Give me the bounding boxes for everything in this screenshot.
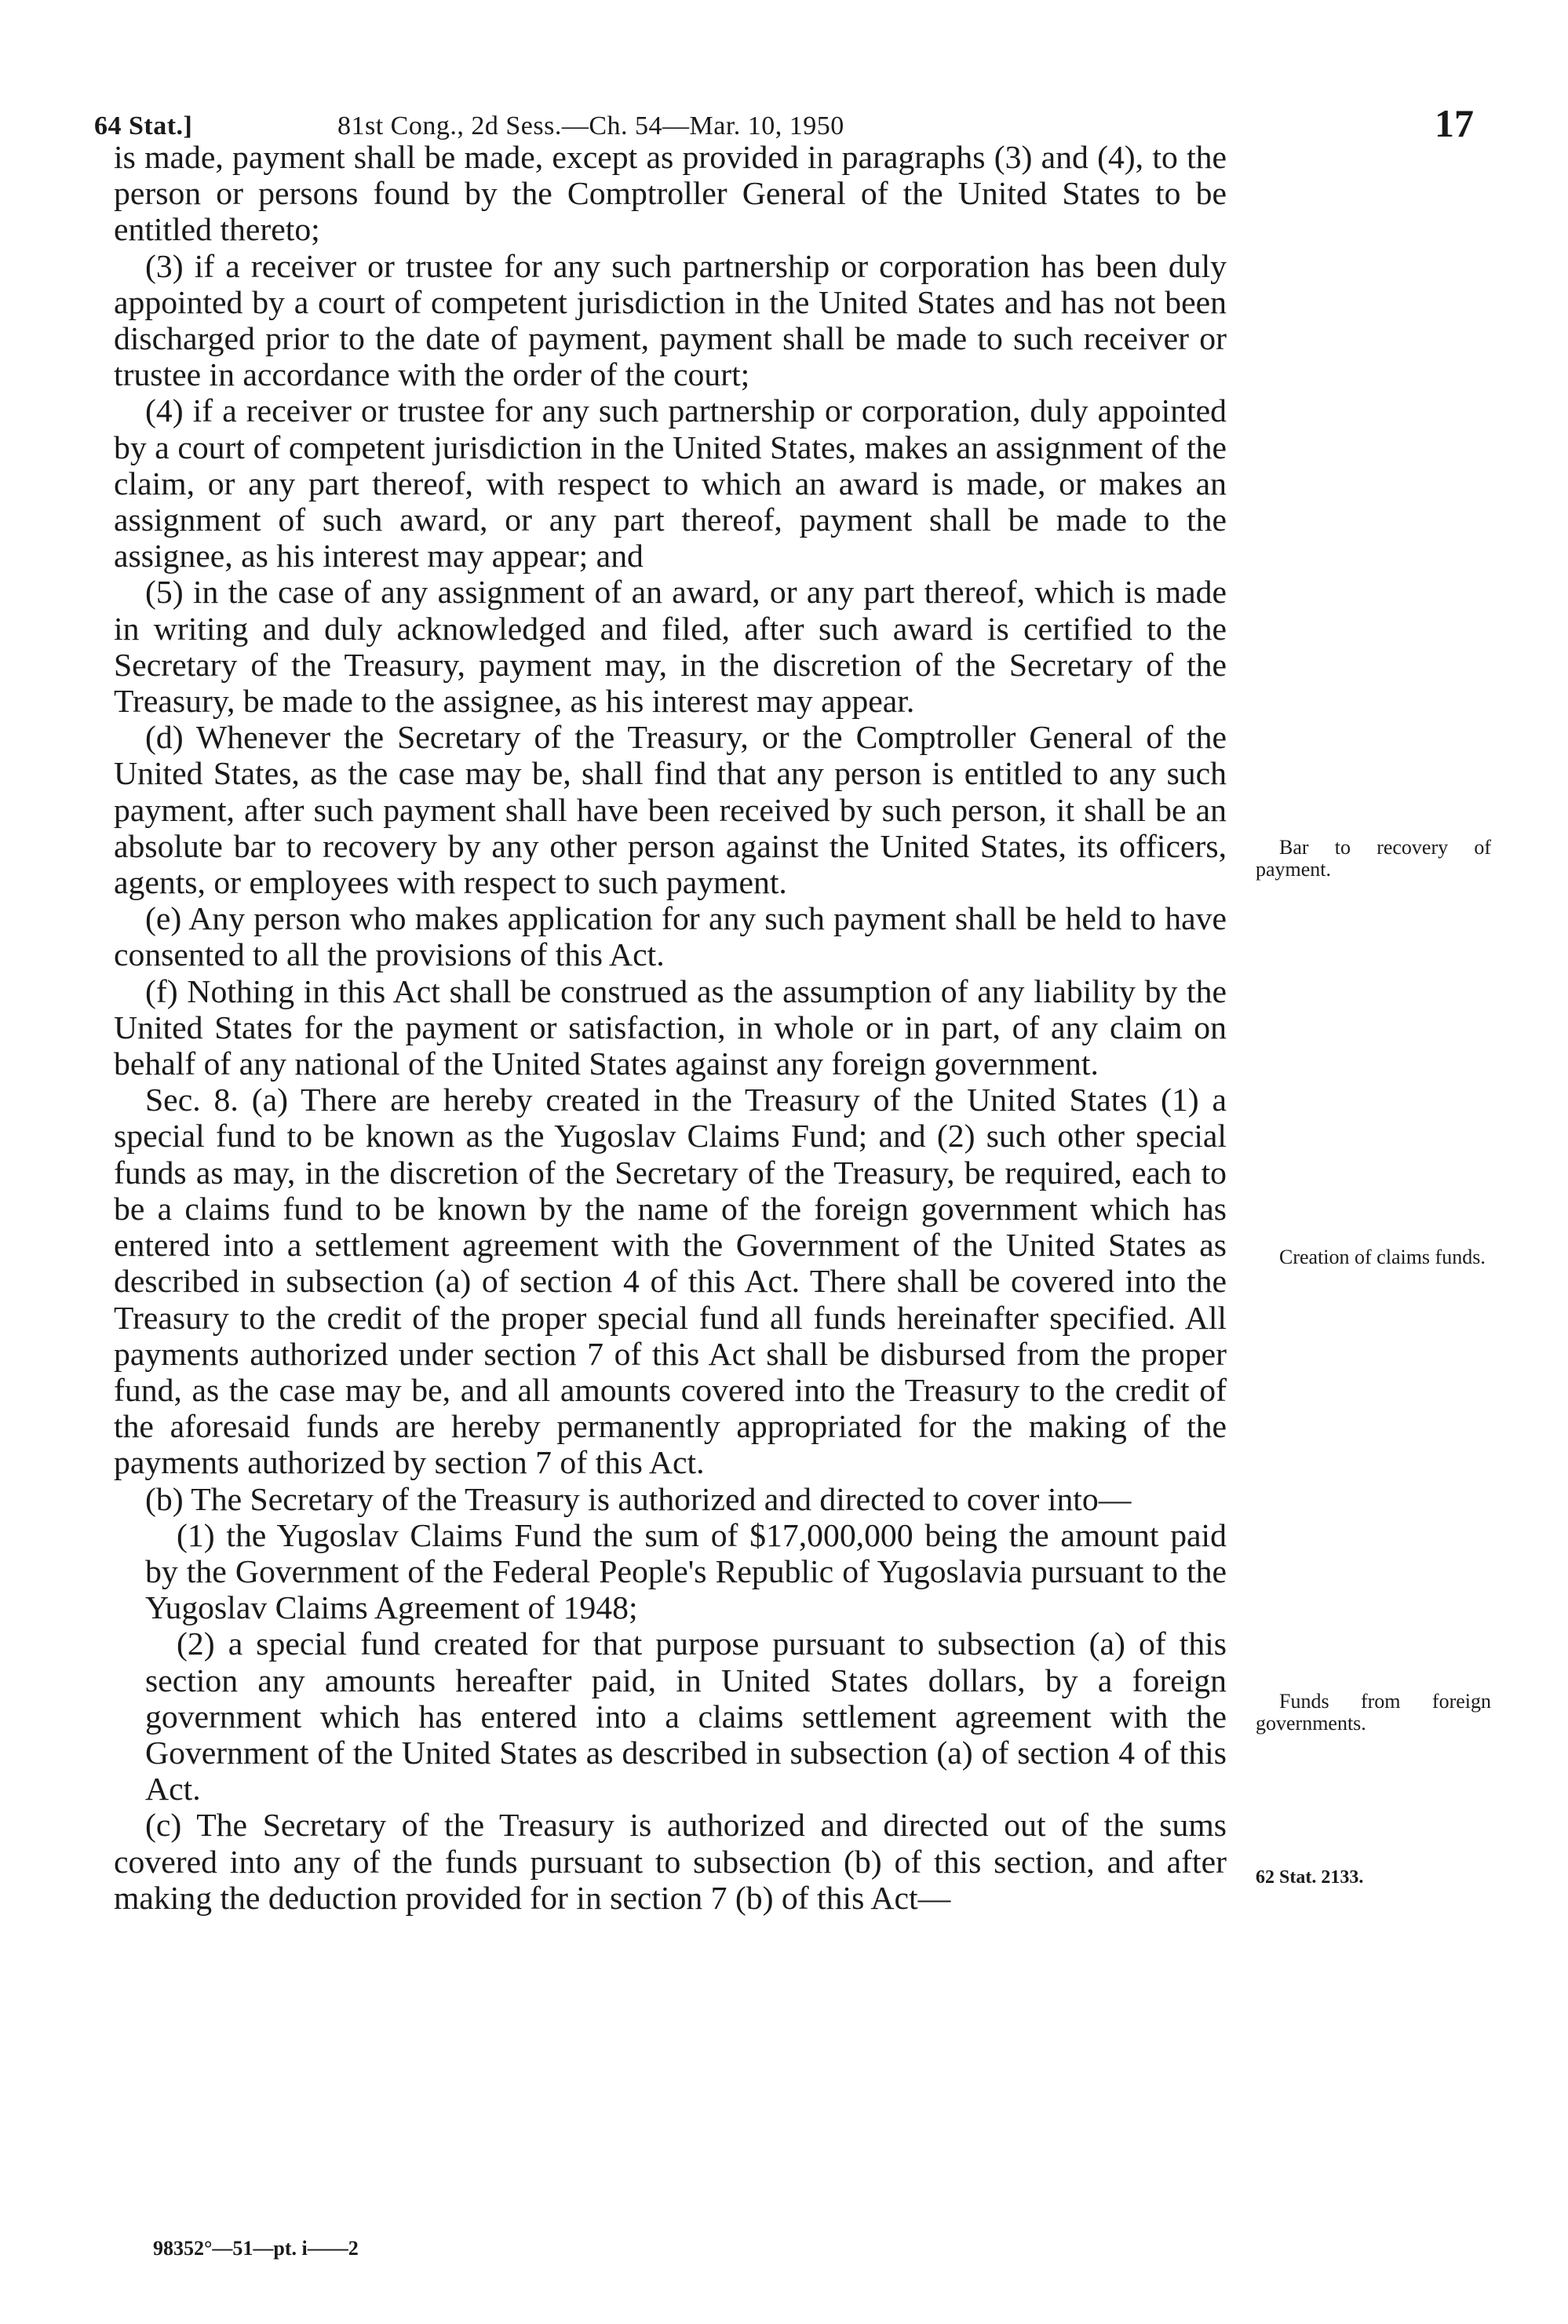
- paragraph-5-award-assignment: (5) in the case of any assignment of an award, or any part thereof, which is made in writing and duly acknowledged and filed, after such award is certified to the Secretary of the Treasury, payment may, in the discretion of the Secretary of the Treasury, be made to the assignee, as his interest may appear.: [114, 575, 1227, 721]
- paragraph-3-receiver: (3) if a receiver or trustee for any such partnership or corporation has been duly appointed by a court of competent jurisdiction in the United States and has not been discharged prior to the date of payment, payment shall be made to such receiver or trustee in accordance with the order of the court;: [114, 248, 1227, 394]
- section-8-a: Sec. 8. (a) There are hereby created in the Treasury of the United States (1) a special fund to be known as the Yugoslav Claims Fund; and (2) such other special funds as may, in the discretion of the Secretary of the Treasury, be required, each to be a claims fund to be known by the name of the foreign government which has entered into a settlement agreement with the Government of the United States as described in subsection (a) of section 4 of this Act. There shall be covered into the Treasury to the credit of the proper special fund all funds hereinafter specified. All payments authorized under section 7 of this Act shall be disbursed from the proper fund, as the case may be, and all amounts covered into the Treasury to the credit of the aforesaid funds are hereby permanently appropriated for the making of the payments authorized by section 7 of this Act.: [114, 1082, 1227, 1482]
- section-8-b: (b) The Secretary of the Treasury is authorized and directed to cover into—: [145, 1481, 1132, 1518]
- statute-body: [114, 140, 1227, 1917]
- session-chapter-date: 81st Cong., 2d Sess.—Ch. 54—Mar. 10, 1950: [337, 111, 844, 140]
- section-8-c: (c) The Secretary of the Treasury is authorized and directed out of the sums covered into any of the funds pursuant to subsection (b) of this section, and after making the deduction provided for in section 7 (b) of this Act—: [114, 1808, 1227, 1917]
- section-8-b-2: (2) a special fund created for that purpose pursuant to subsection (a) of this section any amounts hereafter paid, in United States dollars, by a foreign government which has entered into a claims settlement agreement with the Government of the United States as described in subsection (a) of section 4 of this Act.: [145, 1626, 1227, 1808]
- margin-note-creation-of-funds: Creation of claims funds.: [1279, 1246, 1486, 1268]
- paragraph-4-assignment: (4) if a receiver or trustee for any such partnership or corporation, duly appointed by a court of competent jurisdiction in the United States, makes an assignment of the claim, or any part thereof, with respect to which an award is made, or makes an assignment of such award, or any part thereof, payment shall be made to the assignee, as his interest may appear; and: [114, 393, 1227, 575]
- statute-volume: 64 Stat.]: [94, 111, 193, 140]
- subsection-d: (d) Whenever the Secretary of the Treasury, or the Comptroller General of the United States, as the case may be, shall find that any person is entitled to any such payment, after such payment shall have been received by such person, it shall be an absolute bar to recovery by any other person against the United States, its officers, agents, or employees with respect to such payment.: [114, 720, 1227, 902]
- paragraph-continuation: is made, payment shall be made, except as provided in paragraphs (3) and (4), to the person or persons found by the Comptroller General of the United States to be entitled thereto;: [114, 140, 1227, 249]
- margin-note-foreign-funds: Funds from foreign governments.: [1256, 1690, 1491, 1735]
- subsection-f: (f) Nothing in this Act shall be construed as the assumption of any liability by the United States for the payment or satisfaction, in whole or in part, of any claim on behalf of any national of the United States against any foreign government.: [114, 973, 1227, 1083]
- page-number: 17: [1435, 101, 1474, 145]
- margin-note-bar-to-recovery: Bar to recovery of payment.: [1256, 836, 1491, 881]
- subsection-e: (e) Any person who makes application for any such payment shall be held to have consented to all the provisions of this Act.: [114, 901, 1227, 974]
- print-code: 98352°—51—pt. i——2: [153, 2237, 359, 2260]
- section-8-b-1: (1) the Yugoslav Claims Fund the sum of $17,000,000 being the amount paid by the Government of the Federal People's Republic of Yugoslavia pursuant to the Yugoslav Claims Agreement of 1948;: [145, 1517, 1227, 1627]
- margin-citation: 62 Stat. 2133.: [1256, 1867, 1364, 1888]
- running-header: [0, 0, 1568, 157]
